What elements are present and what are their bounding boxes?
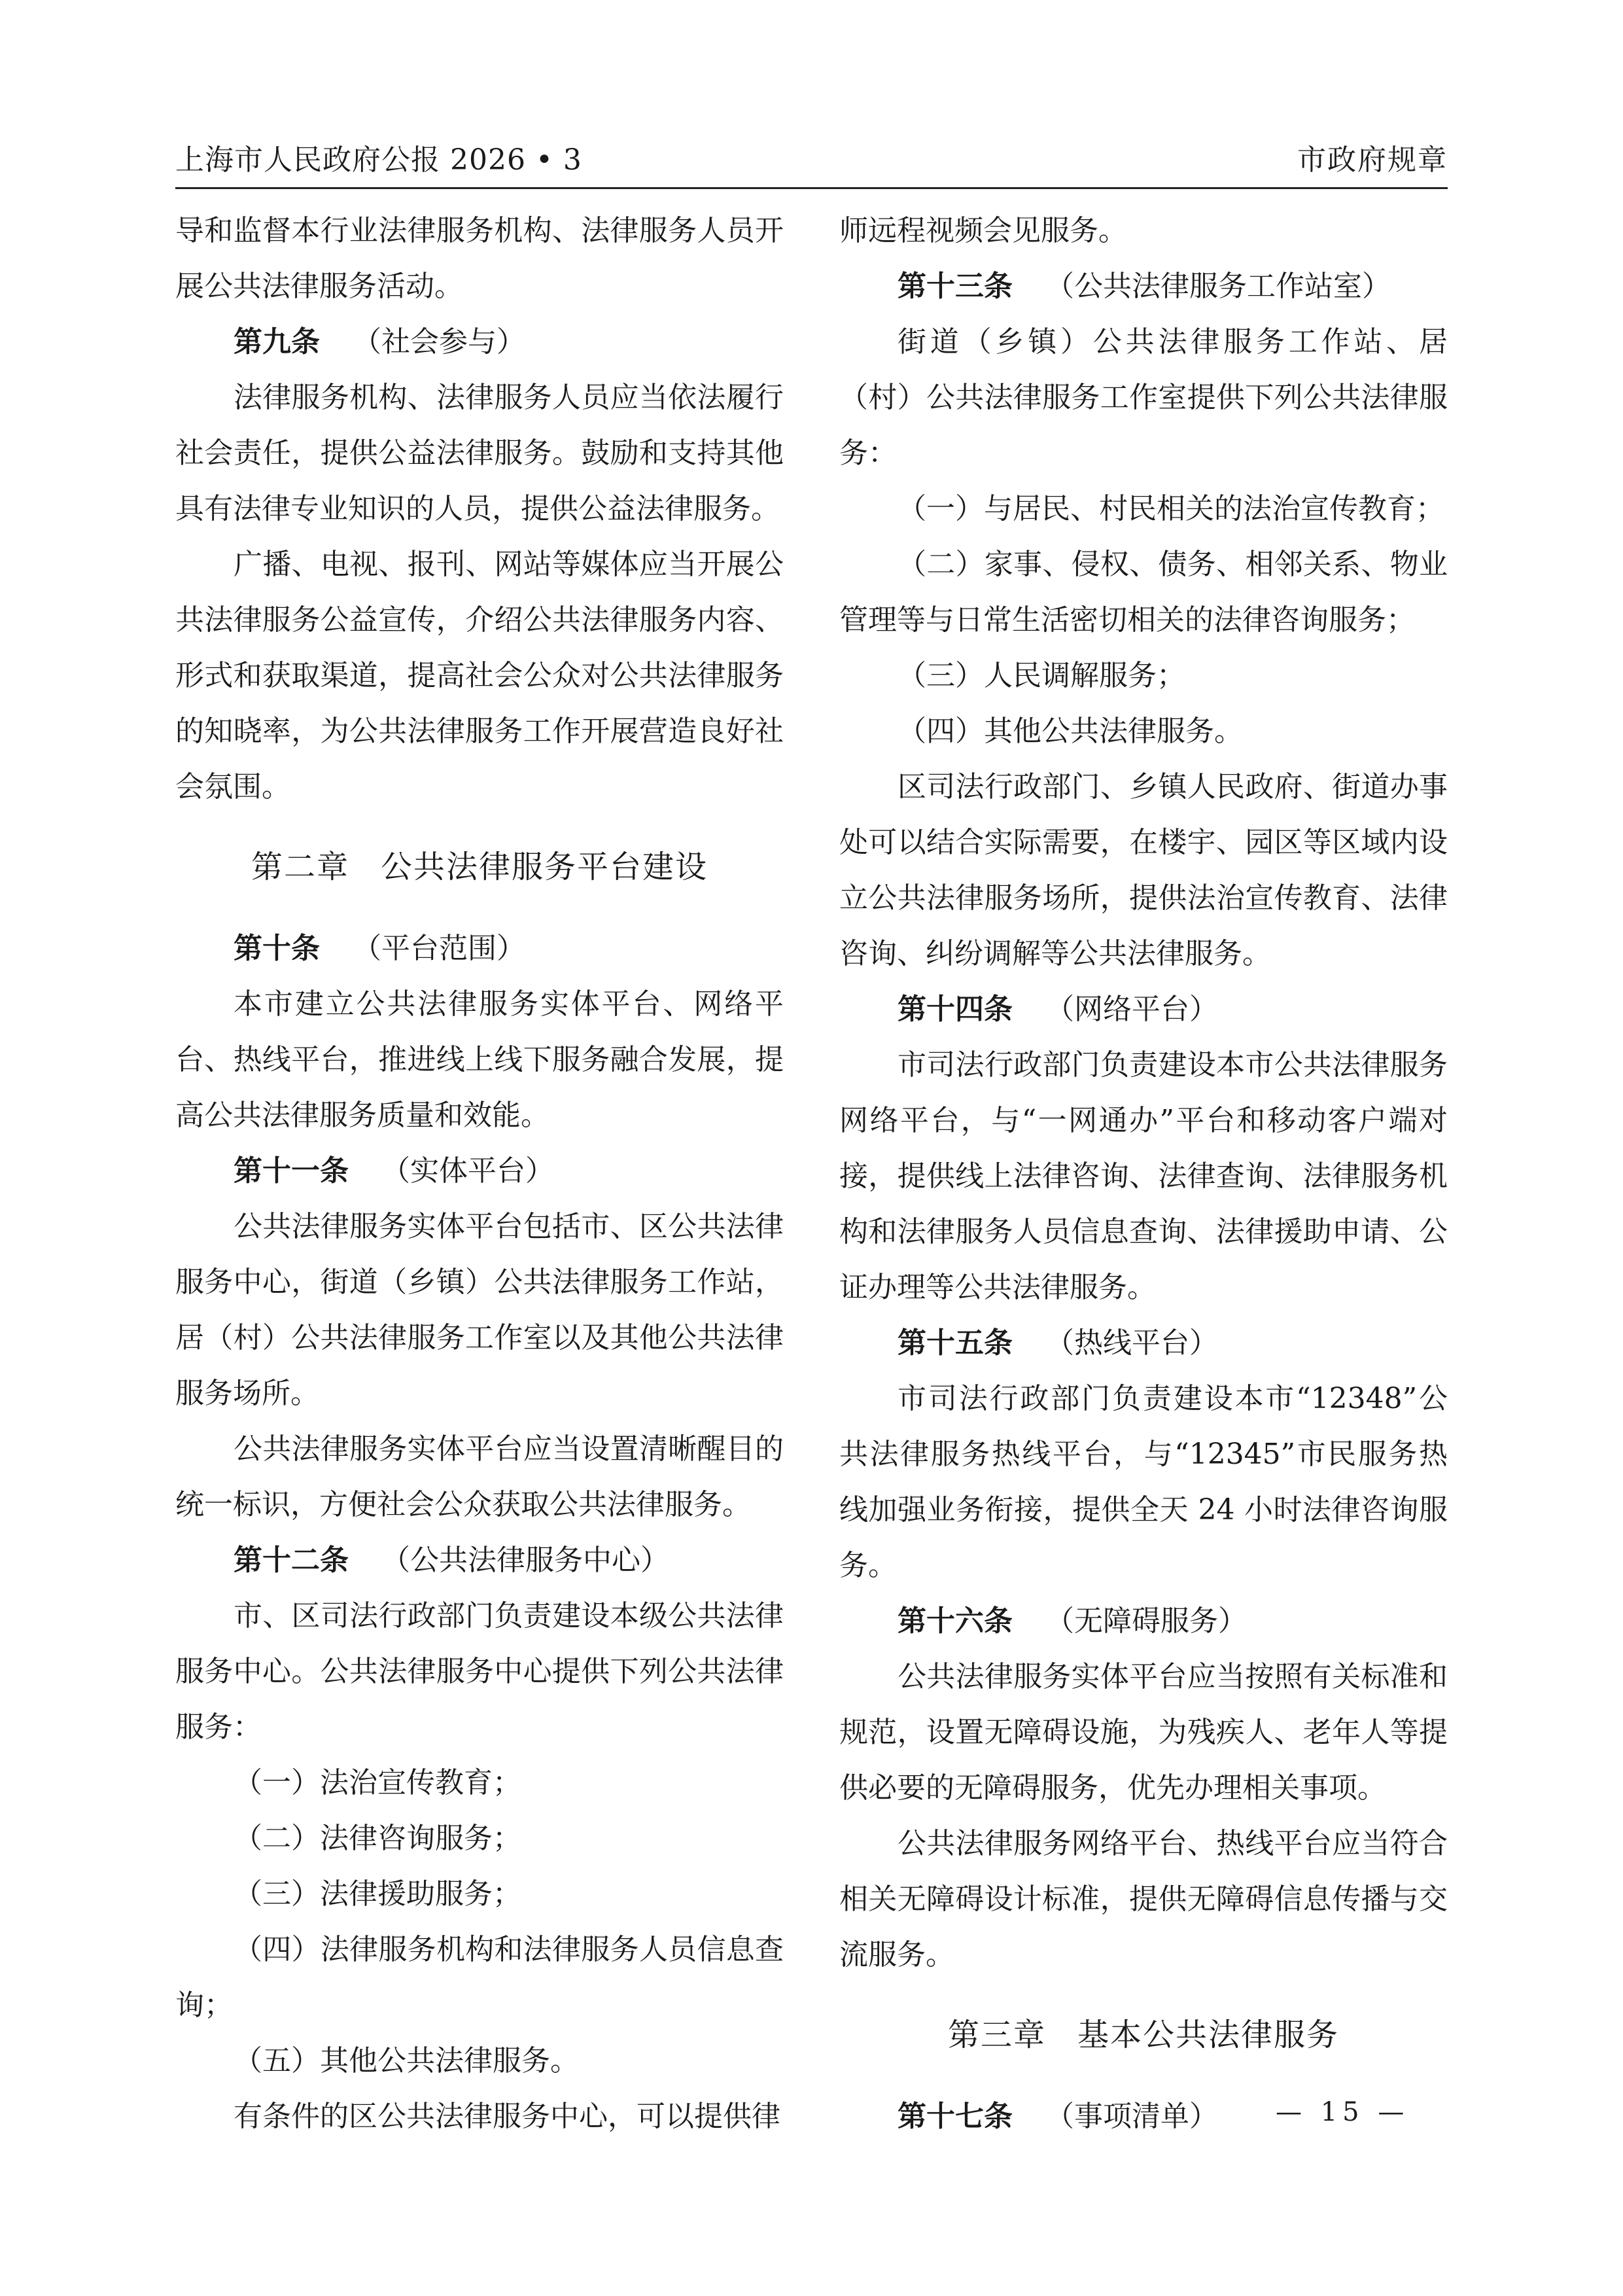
article-title: （热线平台） xyxy=(1045,1326,1218,1360)
chapter-name: 基本公共法律服务 xyxy=(1077,2017,1340,2053)
article-9-heading xyxy=(175,314,784,370)
list-item: （五）其他公共法律服务。 xyxy=(234,2044,579,2077)
list-item: （二）家事、侵权、债务、相邻关系、物业管理等与日常生活密切相关的法律咨询服务； xyxy=(839,548,1448,637)
paragraph: 本市建立公共法律服务实体平台、网络平台、热线平台，推进线上线下服务融合发展，提高公共法律服务质量和效能。 xyxy=(175,987,784,1132)
chapter-number: 第三章 xyxy=(947,2017,1046,2053)
article-10-heading xyxy=(175,921,784,976)
article-12-heading xyxy=(175,1532,784,1588)
paragraph: 公共法律服务实体平台应当设置清晰醒目的统一标识，方便社会公众获取公共法律服务。 xyxy=(175,1432,784,1521)
paragraph: 公共法律服务网络平台、热线平台应当符合相关无障碍设计标准，提供无障碍信息传播与交流服务。 xyxy=(839,1827,1448,1971)
article-title: （公共法律服务中心） xyxy=(381,1544,669,1577)
list-item: （三）法律援助服务； xyxy=(234,1877,521,1911)
right-column xyxy=(839,203,1448,2144)
paragraph: 市、区司法行政部门负责建设本级公共法律服务中心。公共法律服务中心提供下列公共法律服务： xyxy=(175,1599,784,1744)
article-title: （社会参与） xyxy=(353,325,525,359)
article-title: （网络平台） xyxy=(1045,993,1218,1026)
article-title: （无障碍服务） xyxy=(1045,1604,1247,1638)
article-15-heading xyxy=(839,1315,1448,1371)
article-title: （实体平台） xyxy=(381,1154,554,1188)
paragraph: 街道（乡镇）公共法律服务工作站、居（村）公共法律服务工作室提供下列公共法律服务： xyxy=(839,325,1448,470)
paragraph: 导和监督本行业法律服务机构、法律服务人员开展公共法律服务活动。 xyxy=(175,214,784,303)
article-number: 第十五条 xyxy=(898,1326,1013,1360)
list-item: （一）法治宣传教育； xyxy=(234,1766,521,1799)
paragraph: 市司法行政部门负责建设本市“12348”公共法律服务热线平台，与“12345”市民服务热线加强业务衔接，提供全天 24 小时法律咨询服务。 xyxy=(839,1382,1448,1582)
article-number: 第十二条 xyxy=(234,1544,349,1577)
paragraph: 公共法律服务实体平台包括市、区公共法律服务中心，街道（乡镇）公共法律服务工作站，居（村）公共法律服务工作室以及其他公共法律服务场所。 xyxy=(175,1210,784,1410)
article-number: 第十一条 xyxy=(234,1154,349,1188)
article-number: 第十六条 xyxy=(898,1604,1013,1638)
section-title: 市政府规章 xyxy=(1297,143,1448,177)
paragraph: 区司法行政部门、乡镇人民政府、街道办事处可以结合实际需要，在楼宇、园区等区域内设立公共法律服务场所，提供法治宣传教育、法律咨询、纠纷调解等公共法律服务。 xyxy=(839,770,1448,970)
paragraph: 公共法律服务实体平台应当按照有关标准和规范，设置无障碍设施，为残疾人、老年人等提供必要的无障碍服务，优先办理相关事项。 xyxy=(839,1660,1448,1805)
chapter-2-heading xyxy=(175,815,784,921)
chapter-number: 第二章 xyxy=(251,849,349,885)
list-item: （二）法律咨询服务； xyxy=(234,1822,521,1855)
page-number: — 15 — xyxy=(1276,2097,1410,2127)
article-11-heading xyxy=(175,1143,784,1199)
chapter-name: 公共法律服务平台建设 xyxy=(381,849,708,885)
article-number: 第十七条 xyxy=(898,2100,1013,2133)
journal-title: 上海市人民政府公报 2026 • 3 xyxy=(175,143,582,177)
article-number: 第十条 xyxy=(234,932,320,965)
page-header xyxy=(175,131,1448,189)
paragraph: 法律服务机构、法律服务人员应当依法履行社会责任，提供公益法律服务。鼓励和支持其他具有法律专业知识的人员，提供公益法律服务。 xyxy=(175,381,784,525)
article-number: 第十三条 xyxy=(898,270,1013,303)
paragraph: 有条件的区公共法律服务中心，可以提供律 xyxy=(234,2100,780,2133)
left-column xyxy=(175,203,784,2144)
article-16-heading xyxy=(839,1593,1448,1649)
article-title: （公共法律服务工作站室） xyxy=(1045,270,1391,303)
list-item: （四）法律服务机构和法律服务人员信息查询； xyxy=(175,1933,784,2022)
list-item: （一）与居民、村民相关的法治宣传教育； xyxy=(898,492,1444,525)
chapter-3-heading xyxy=(839,1983,1448,2089)
list-item: （三）人民调解服务； xyxy=(898,659,1185,692)
paragraph: 市司法行政部门负责建设本市公共法律服务网络平台，与“一网通办”平台和移动客户端对接，提供线上法律咨询、法律查询、法律服务机构和法律服务人员信息查询、法律援助申请、公证办理等公共法律服务。 xyxy=(839,1048,1448,1304)
article-title: （事项清单） xyxy=(1045,2100,1218,2133)
article-14-heading xyxy=(839,981,1448,1037)
article-13-heading xyxy=(839,258,1448,314)
list-item: （四）其他公共法律服务。 xyxy=(898,715,1243,748)
article-number: 第十四条 xyxy=(898,993,1013,1026)
article-title: （平台范围） xyxy=(353,932,525,965)
paragraph: 广播、电视、报刊、网站等媒体应当开展公共法律服务公益宣传，介绍公共法律服务内容、形式和获取渠道，提高社会公众对公共法律服务的知晓率，为公共法律服务工作开展营造良好社会氛围。 xyxy=(175,548,784,804)
paragraph: 师远程视频会见服务。 xyxy=(839,214,1127,247)
article-number: 第九条 xyxy=(234,325,320,359)
